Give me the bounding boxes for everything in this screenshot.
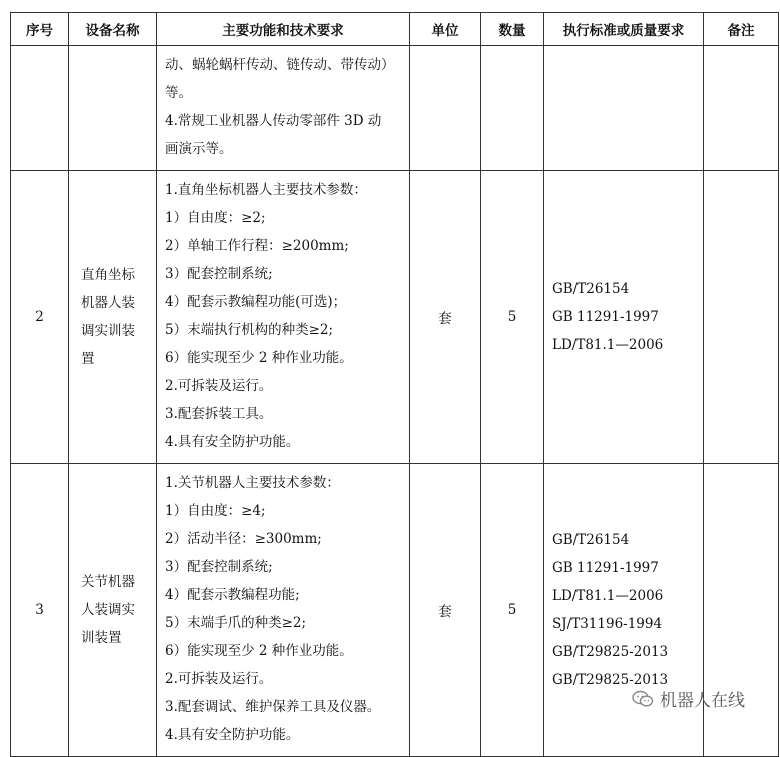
- device-name-line: 关节机器: [81, 574, 135, 590]
- function-line: 画演示等。: [165, 141, 233, 157]
- standard-line: GB/T29825-2013: [552, 672, 669, 688]
- table-row: [11, 46, 779, 171]
- function-line: 2）单轴工作行程：≥200mm;: [165, 238, 349, 254]
- watermark-text: 机器人在线: [660, 691, 745, 711]
- header-unit: 单位: [410, 13, 481, 46]
- cell-functions: [157, 464, 410, 757]
- cell-no: 2: [11, 171, 69, 464]
- header-remark: 备注: [704, 13, 779, 46]
- function-line: 2）活动半径：≥300mm;: [165, 531, 322, 547]
- cell-functions: [157, 171, 410, 464]
- function-line: 4）配套示教编程功能;: [165, 587, 300, 603]
- header-functions: 主要功能和技术要求: [157, 13, 410, 46]
- cell-unit: 套: [410, 171, 481, 464]
- table-row: [11, 171, 779, 464]
- function-line: 3.配套调试、维护保养工具及仪器。: [165, 699, 381, 715]
- standard-line: LD/T81.1—2006: [552, 337, 664, 353]
- device-name-line: 直角坐标: [81, 267, 135, 283]
- watermark: [632, 686, 745, 711]
- header-no: 序号: [11, 13, 69, 46]
- cell-standards: [544, 46, 704, 171]
- cell-no: 3: [11, 464, 69, 757]
- standard-line: GB 11291-1997: [552, 309, 659, 325]
- cell-standards: [544, 464, 704, 757]
- device-name-line: 置: [81, 351, 95, 367]
- function-line: 等。: [165, 85, 192, 101]
- wechat-icon: [632, 690, 654, 708]
- function-line: 2.可拆装及运行。: [165, 378, 273, 394]
- function-line: 4）配套示教编程功能(可选)；: [165, 294, 347, 310]
- standard-line: LD/T81.1—2006: [552, 588, 664, 604]
- cell-standards: [544, 171, 704, 464]
- function-line: 4.常规工业机器人传动零部件 3D 动: [165, 113, 382, 129]
- cell-device-name: [69, 46, 157, 171]
- standard-line: GB/T29825-2013: [552, 644, 669, 660]
- function-line: 3.配套拆装工具。: [165, 406, 273, 422]
- device-name-line: 人装调实: [81, 602, 135, 618]
- cell-remark: [704, 464, 779, 757]
- table-row: [11, 464, 779, 757]
- cell-quantity: 5: [481, 171, 544, 464]
- function-line: 6）能实现至少 2 种作业功能。: [165, 350, 353, 366]
- function-line: 5）末端执行机构的种类≥2;: [165, 322, 334, 338]
- header-device-name: 设备名称: [69, 13, 157, 46]
- standard-line: GB 11291-1997: [552, 560, 659, 576]
- function-line: 1）自由度：≥2;: [165, 210, 266, 226]
- function-line: 1.直角坐标机器人主要技术参数：: [165, 182, 367, 198]
- cell-unit: 套: [410, 464, 481, 757]
- cell-quantity: 5: [481, 464, 544, 757]
- cell-unit: [410, 46, 481, 171]
- cell-device-name: [69, 464, 157, 757]
- header-quantity: 数量: [481, 13, 544, 46]
- table-header-row: [11, 13, 779, 46]
- device-name-line: 调实训装: [81, 323, 135, 339]
- standard-line: SJ/T31196-1994: [552, 616, 663, 632]
- function-line: 5）末端手爪的种类≥2;: [165, 615, 307, 631]
- function-line: 4.具有安全防护功能。: [165, 434, 300, 450]
- function-line: 4.具有安全防护功能。: [165, 727, 300, 743]
- equipment-spec-table: [10, 12, 779, 757]
- cell-quantity: [481, 46, 544, 171]
- cell-no: [11, 46, 69, 171]
- cell-device-name: [69, 171, 157, 464]
- function-line: 2.可拆装及运行。: [165, 671, 273, 687]
- function-line: 6）能实现至少 2 种作业功能。: [165, 643, 353, 659]
- function-line: 3）配套控制系统;: [165, 559, 273, 575]
- standard-line: GB/T26154: [552, 281, 630, 297]
- function-line: 3）配套控制系统;: [165, 266, 273, 282]
- standard-line: GB/T26154: [552, 532, 630, 548]
- cell-functions: [157, 46, 410, 171]
- header-standards: 执行标准或质量要求: [544, 13, 704, 46]
- function-line: 1）自由度：≥4;: [165, 503, 266, 519]
- function-line: 动、蜗轮蜗杆传动、链传动、带传动）: [165, 57, 395, 73]
- device-name-line: 训装置: [81, 630, 122, 646]
- device-name-line: 机器人装: [81, 295, 135, 311]
- cell-remark: [704, 171, 779, 464]
- cell-remark: [704, 46, 779, 171]
- function-line: 1.关节机器人主要技术参数：: [165, 475, 340, 491]
